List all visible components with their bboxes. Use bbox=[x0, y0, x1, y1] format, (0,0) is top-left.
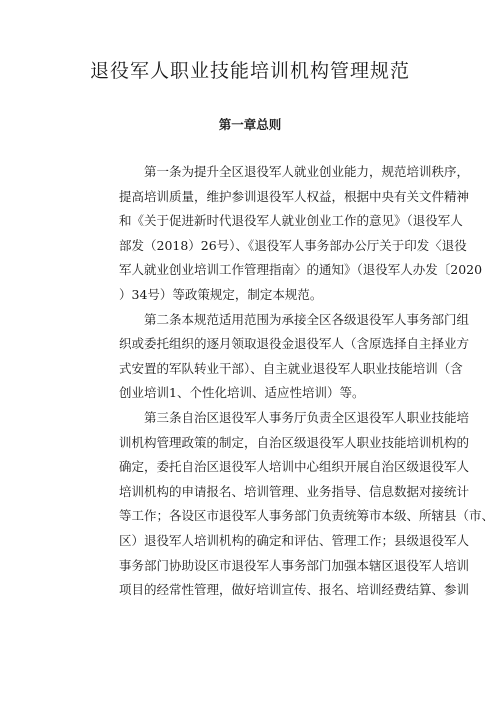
paragraph-article-2 bbox=[94, 308, 470, 406]
text-line: ）34号）等政策规定，制定本规范。 bbox=[119, 286, 323, 302]
text-line: 第二条本规范适用范围为承接全区各级退役军人事务部门组 bbox=[144, 311, 470, 327]
text-line: 和《关于促进新时代退役军人就业创业工作的意见》（退役军人 bbox=[119, 213, 463, 229]
text-line: 军人就业创业培训工作管理指南〉的通知》（退役军人办发〔2020 bbox=[119, 262, 483, 278]
text-line: 事务部门协助设区市退役军人事务部门加强本辖区退役军人培训 bbox=[119, 557, 470, 573]
text-line: 项目的经常性管理，做好培训宣传、报名、培训经费结算、参训 bbox=[119, 582, 470, 598]
chapter-heading: 第一章总则 bbox=[218, 117, 282, 132]
text-line: 第一条为提升全区退役军人就业创业能力，规范培训秩序， bbox=[144, 164, 470, 179]
text-line: 第三条自治区退役军人事务厅负责全区退役军人职业技能培 bbox=[144, 409, 470, 425]
text-line: 训机构管理政策的制定，自治区级退役军人职业技能培训机构的 bbox=[119, 434, 470, 450]
document-body bbox=[94, 160, 495, 603]
text-line: 织或委托组织的逐月领取退役金退役军人（含原选择自主择业方 bbox=[119, 336, 470, 352]
text-line: 区）退役军人培训机构的确定和评估、管理工作；县级退役军人 bbox=[119, 532, 470, 548]
text-line: 式安置的军队转业干部）、自主就业退役军人职业技能培训（含 bbox=[119, 360, 463, 376]
text-line: 部发（2018）26号）、《退役军人事务部办公厅关于印发〈退役 bbox=[119, 237, 467, 253]
paragraph-article-1 bbox=[94, 160, 483, 308]
document-title: 退役军人职业技能培训机构管理规范 bbox=[89, 60, 410, 82]
paragraph-article-3 bbox=[94, 406, 495, 603]
text-line: 确定，委托自治区退役军人培训中心组织开展自治区级退役军人 bbox=[119, 459, 470, 475]
text-line: 等工作；各设区市退役军人事务部门负责统筹市本级、所辖县（市、 bbox=[119, 508, 495, 524]
text-line: 提高培训质量，维护参训退役军人权益，根据中央有关文件精神 bbox=[119, 188, 470, 204]
text-line: 培训机构的申请报名、培训管理、业务指导、信息数据对接统计 bbox=[119, 483, 470, 499]
text-line: 创业培训1、个性化培训、适应性培训）等。 bbox=[119, 385, 365, 401]
